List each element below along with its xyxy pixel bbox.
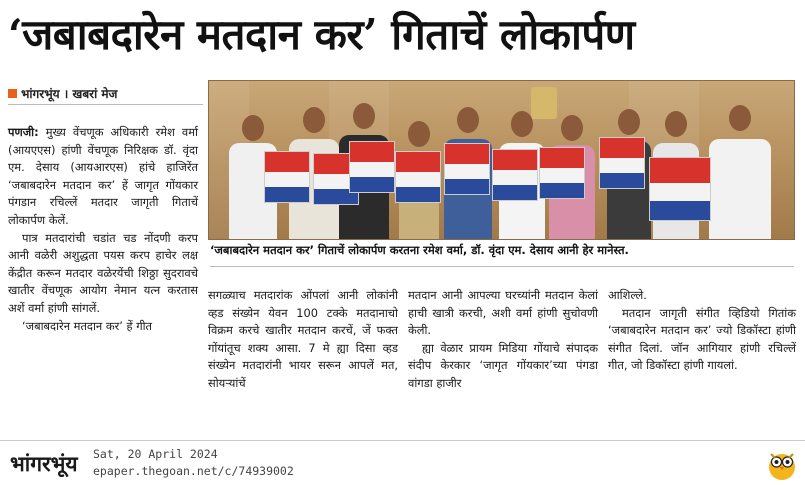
booklet-icon	[649, 157, 711, 221]
accent-square-icon	[8, 89, 17, 98]
booklet-icon	[264, 151, 310, 203]
booklet-icon	[395, 151, 441, 203]
paragraph: आशिल्ले.	[608, 288, 647, 302]
footer-divider	[0, 440, 805, 441]
owl-mascot-icon	[767, 447, 797, 481]
photo-person	[709, 103, 771, 239]
photo-caption: ‘जबाबदारेन मतदान कर’ गिताचें लोकार्पण करतना रमेश वर्मा, डॉ. वृंदा एम. देसाय आनी हेर मानेस्त.	[210, 243, 629, 257]
source-label: भांगरभूंय । खबरां मेज	[21, 86, 118, 101]
paragraph-text: मुख्य वेंचणूक अधिकारी रमेश वर्मा (आयएएस) हांणी वेंचणूक निरिक्षक डॉ. वृंदा एम. देसाय (आयआरएस) हांचे हाजिरेंत ‘जबाबदारेन मतदान कर’ हें जागृत गोंयकार पंगडान रचिल्लें मतदार जागृती गिताचें लोकार्पण केलें.	[8, 125, 198, 227]
paragraph: सगळ्याच मतदारांक ओंपलां आनी लोकांनी व्हड संख्येन येवन 100 टक्के मतदानाचो विक्रम करचे खातीर मतदान करचें, जें फक्त गोंयांतूच शक्य आसा. 7 मे ह्या दिसा व्हड संख्येन मतदारांनी भायर सरून आपलें मत, सोयऱ्यांचें	[208, 288, 398, 390]
paragraph: ‘जबाबदारेन मतदान कर’ हें गीत	[22, 318, 153, 333]
dateline: पणजी:	[8, 125, 39, 139]
booklet-icon	[539, 147, 585, 199]
news-photo	[208, 80, 795, 240]
booklet-icon	[444, 143, 490, 195]
paragraph: ह्या वेळार प्रायम मिडिया गोंयाचे संपादक संदीप केरकार ‘जागृत गोंयकार’च्या पंगडा वांगडा हाजीर	[408, 340, 598, 390]
divider	[210, 266, 794, 267]
article-column-2	[208, 287, 398, 393]
article-column-4	[608, 287, 796, 375]
divider	[8, 104, 203, 105]
booklet-icon	[349, 141, 395, 193]
source-line	[8, 84, 117, 102]
paragraph: मतदान जागृती संगीत व्हिडियो गितांक ‘जबाबदारेन मतदान कर’ ज्यो डिकॉस्टा हांणी संगीत दिलां. जॉन आगियार हांणी रचिल्लें गीत, जो डिकॉस्टा हांणी गायलां.	[608, 305, 796, 373]
article-column-3	[408, 287, 598, 393]
edition-date: Sat, 20 April 2024	[93, 447, 218, 461]
footer-info	[93, 446, 294, 480]
booklet-icon	[599, 137, 645, 189]
paragraph: मतदान आनी आपल्या घरच्यांनी मतदान केलां हाची खात्री करची, अशी वर्मा हांणी सुचोवणी केली.	[408, 288, 598, 338]
footer-logo: भांगरभूंय	[10, 451, 78, 476]
headline: ‘जबाबदारेन मतदान कर’ गिताचें लोकार्पण	[8, 10, 635, 59]
article-column-1	[8, 124, 198, 430]
epaper-url[interactable]: epaper.thegoan.net/c/74939002	[93, 464, 294, 478]
paragraph	[8, 124, 198, 230]
paragraph: पात्र मतदारांची चडांत चड नोंदणी करप आनी वळेरी अशुद्धता पयस करप हाचेर लक्ष केंद्रीत करून मतदार वळेरयेंची शिठ्ठा सुदरावचे खातीर वेंचणूक आयोग नेमान यत्न करतास अशें वर्मा हांणी सांगलें.	[8, 230, 198, 315]
booklet-icon	[492, 149, 538, 201]
